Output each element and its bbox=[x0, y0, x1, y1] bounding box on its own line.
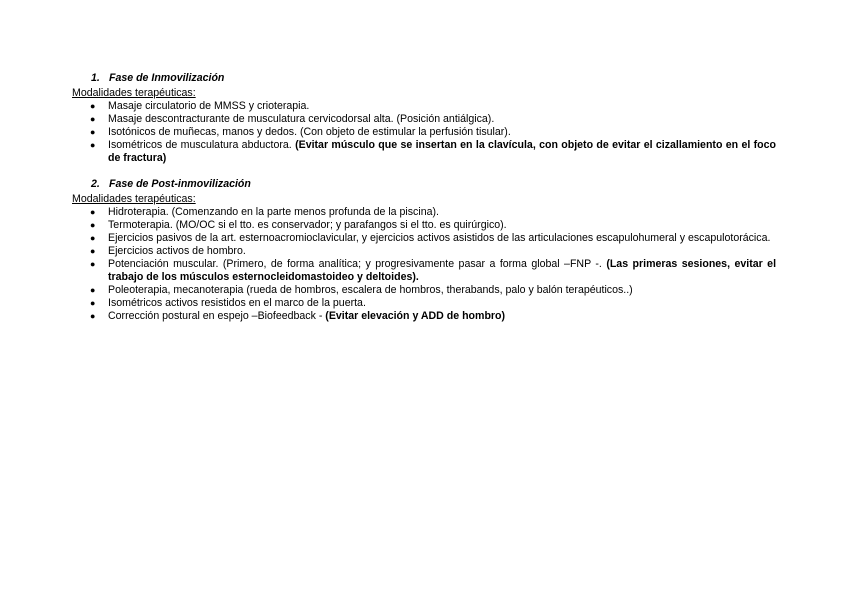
section-subtitle: Modalidades terapéuticas: bbox=[72, 193, 196, 205]
bullet-list bbox=[72, 100, 776, 165]
bullet-icon: ● bbox=[90, 298, 96, 308]
list-item bbox=[72, 245, 776, 258]
list-item bbox=[72, 126, 776, 139]
list-item bbox=[72, 206, 776, 219]
item-text: Isotónicos de muñecas, manos y dedos. (Con objeto de estimular la perfusión tisular). bbox=[108, 126, 511, 138]
bullet-icon: ● bbox=[90, 207, 96, 217]
bullet-icon: ● bbox=[90, 127, 96, 137]
item-bold-text: (Evitar músculo que se insertan en la clavícula, con objeto de evitar el cizallamiento en el foco de fractura) bbox=[108, 139, 777, 164]
item-text: Hidroterapia. (Comenzando en la parte menos profunda de la piscina). bbox=[108, 206, 439, 218]
section-inmovilizacion bbox=[72, 71, 776, 165]
item-text: Potenciación muscular. (Primero, de forma analítica; y progresivamente pasar a forma global –FNP -. bbox=[108, 258, 607, 270]
section-subtitle: Modalidades terapéuticas: bbox=[72, 87, 196, 99]
list-item bbox=[72, 219, 776, 232]
list-item bbox=[72, 139, 776, 165]
item-text: Masaje descontracturante de musculatura cervicodorsal alta. (Posición antiálgica). bbox=[108, 113, 495, 125]
section-number: 1. bbox=[91, 72, 100, 84]
list-item bbox=[72, 232, 776, 245]
bullet-icon: ● bbox=[90, 233, 96, 243]
section-heading bbox=[91, 71, 776, 85]
bullet-icon: ● bbox=[90, 140, 96, 150]
list-item bbox=[72, 297, 776, 310]
bullet-icon: ● bbox=[90, 114, 96, 124]
bullet-icon: ● bbox=[90, 101, 96, 111]
item-text: Termoterapia. (MO/OC si el tto. es conservador; y parafangos si el tto. es quirúrgico). bbox=[108, 219, 507, 231]
bullet-icon: ● bbox=[90, 220, 96, 230]
section-heading bbox=[91, 177, 776, 191]
item-text: Corrección postural en espejo –Biofeedback - bbox=[108, 310, 326, 322]
item-text: Poleoterapia, mecanoterapia (rueda de hombros, escalera de hombros, therabands, palo y balón terapéuticos..) bbox=[108, 284, 633, 296]
bullet-icon: ● bbox=[90, 285, 96, 295]
bullet-icon: ● bbox=[90, 246, 96, 256]
list-item bbox=[72, 100, 776, 113]
bullet-icon: ● bbox=[90, 311, 96, 321]
item-text: Ejercicios activos de hombro. bbox=[108, 245, 246, 257]
list-item bbox=[72, 113, 776, 126]
section-number: 2. bbox=[91, 178, 100, 190]
bullet-icon: ● bbox=[90, 259, 96, 269]
bullet-list bbox=[72, 206, 776, 323]
item-text: Masaje circulatorio de MMSS y crioterapia. bbox=[108, 100, 310, 112]
list-item bbox=[72, 258, 776, 284]
section-title: Fase de Inmovilización bbox=[109, 72, 225, 84]
item-bold-text: (Las primeras sesiones, evitar el trabajo de los músculos esternocleidomastoideo y deltoides). bbox=[108, 258, 777, 283]
item-bold-text: (Evitar elevación y ADD de hombro) bbox=[325, 310, 506, 322]
item-text: Isométricos de musculatura abductora. bbox=[108, 139, 296, 151]
list-item bbox=[72, 310, 776, 323]
section-post-inmovilizacion bbox=[72, 177, 776, 323]
item-text: Isométricos activos resistidos en el marco de la puerta. bbox=[108, 297, 366, 309]
section-title: Fase de Post-inmovilización bbox=[109, 178, 251, 190]
list-item bbox=[72, 284, 776, 297]
item-text: Ejercicios pasivos de la art. esternoacromioclavicular, y ejercicios activos asistidos de las articulaciones escapulohumeral y escapulotorácica. bbox=[108, 232, 771, 244]
